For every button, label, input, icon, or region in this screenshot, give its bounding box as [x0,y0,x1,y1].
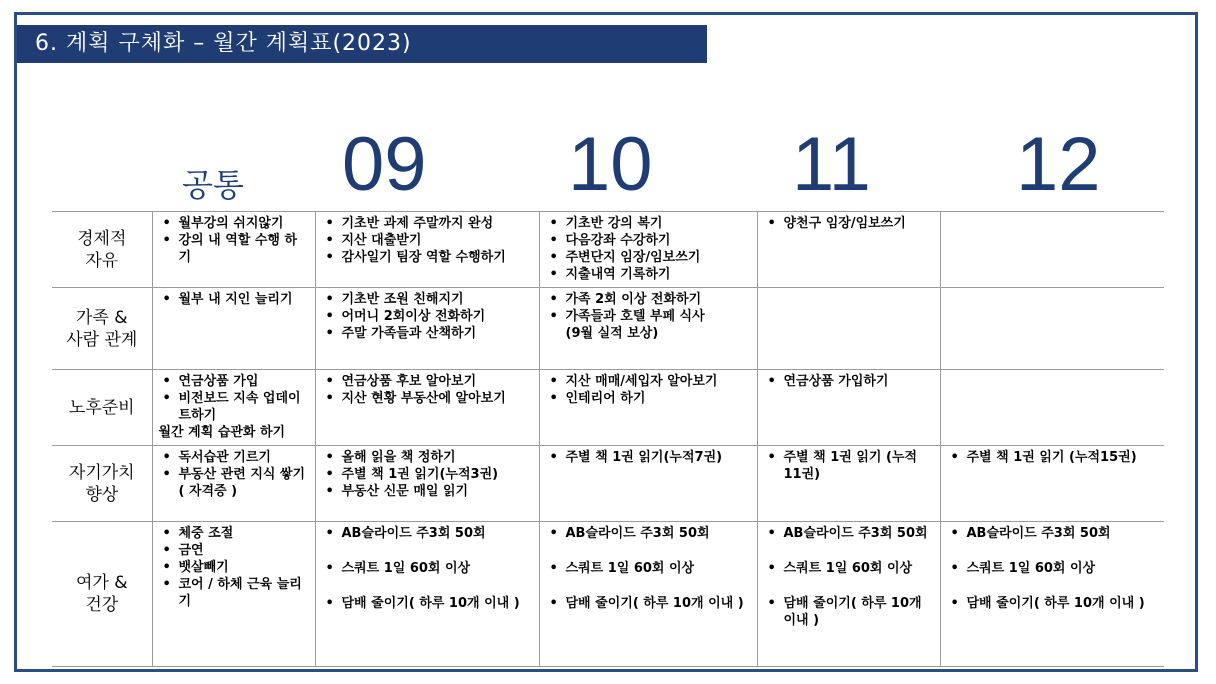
month-11-cell [757,288,940,370]
list-item: • 비전보드 지속 업데이트하기 [159,390,309,424]
table-row [52,446,1164,522]
list-item: • 스쿼트 1일 60회 이상 [764,560,934,577]
list-item: • 연금상품 가입 [159,373,309,390]
list-item: • 가족 2회 이상 전화하기 [546,291,751,308]
list-item: • 담배 줄이기( 하루 10개 이내 ) [947,595,1159,612]
list-item-note: (9월 실적 보상) [565,326,659,341]
month-12-cell [940,212,1164,288]
table-row [52,288,1164,370]
list-item: • 코어 / 하체 근육 늘리기 [159,576,309,610]
list-item: • 주별 책 1권 읽기 (누적11권) [764,449,934,483]
month-10-cell [539,522,757,667]
header-month-11: 11 [792,122,871,207]
monthly-plan-table [52,211,1164,667]
list-item: • 기초반 강의 복기 [546,215,751,232]
category-cell: 자기가치 향상 [52,446,152,522]
list-item: • 지산 현황 부동산에 알아보기 [322,390,533,407]
list-item: • 스쿼트 1일 60회 이상 [546,560,751,577]
table-row [52,370,1164,446]
month-12-cell [940,370,1164,446]
list-item: • 올해 읽을 책 정하기 [322,449,533,466]
list-item: • 주별 책 1권 읽기(누적3권) [322,466,533,483]
list-item: • 담배 줄이기( 하루 10개 이내 ) [322,595,533,612]
list-item: • 지산 매매/세입자 알아보기 [546,373,751,390]
list-item: • AB슬라이드 주3회 50회 [947,525,1159,542]
list-item: • 독서습관 기르기 [159,449,309,466]
month-09-cell [315,212,539,288]
month-12-cell [940,288,1164,370]
list-item: • 지산 대출받기 [322,232,533,249]
list-item: • AB슬라이드 주3회 50회 [764,525,934,542]
month-11-cell [757,446,940,522]
category-cell: 노후준비 [52,370,152,446]
list-item: • 스쿼트 1일 60회 이상 [322,560,533,577]
month-10-cell [539,212,757,288]
list-item: • 연금상품 후보 알아보기 [322,373,533,390]
header-common: 공통 [182,166,244,204]
list-item: • 부동산 신문 매일 읽기 [322,483,533,500]
list-item: • 뱃살빼기 [159,559,309,576]
list-item: • 기초반 과제 주말까지 완성 [322,215,533,232]
list-item: • 연금상품 가입하기 [764,373,934,390]
month-09-cell [315,522,539,667]
header-month-10: 10 [568,122,653,207]
header-month-09: 09 [342,122,427,207]
table-row [52,212,1164,288]
month-10-cell [539,288,757,370]
month-11-cell [757,522,940,667]
common-cell [152,446,315,522]
list-item: • 월부 내 지인 늘리기 [159,291,309,308]
common-cell [152,288,315,370]
list-item: • 기초반 조원 친해지기 [322,291,533,308]
month-11-cell [757,212,940,288]
header-month-12: 12 [1016,122,1101,207]
month-11-cell [757,370,940,446]
month-09-cell [315,370,539,446]
list-item: • 주별 책 1권 읽기 (누적15권) [947,449,1159,466]
list-item: • 주변단지 임장/임보쓰기 [546,249,751,266]
list-item: • 인테리어 하기 [546,390,751,407]
list-item: • 가족들과 호텔 부페 식사 [546,308,751,325]
list-item: • 금연 [159,542,309,559]
common-note: 월간 계획 습관화 하기 [158,425,286,440]
list-item: • 양천구 임장/임보쓰기 [764,215,934,232]
month-09-cell [315,446,539,522]
month-10-cell [539,446,757,522]
list-item: • 월부강의 쉬지않기 [159,215,309,232]
common-cell [152,522,315,667]
common-cell [152,212,315,288]
list-item: • 감사일기 팀장 역할 수행하기 [322,249,533,266]
month-10-cell [539,370,757,446]
table-row [52,522,1164,667]
category-cell: 가족 & 사람 관계 [52,288,152,370]
month-12-cell [940,522,1164,667]
list-item: • 스쿼트 1일 60회 이상 [947,560,1159,577]
list-item: • AB슬라이드 주3회 50회 [322,525,533,542]
category-cell: 여가 & 건강 [52,522,152,667]
list-item: • 담배 줄이기( 하루 10개 이내 ) [546,595,751,612]
month-12-cell [940,446,1164,522]
common-cell [152,370,315,446]
list-item: • 주별 책 1권 읽기(누적7권) [546,449,751,466]
slide-title: 6. 계획 구체화 – 월간 계획표(2023) [17,25,707,63]
list-item: • 강의 내 역할 수행 하기 [159,232,309,266]
list-item: • 주말 가족들과 산책하기 [322,325,533,342]
list-item: • 체중 조절 [159,525,309,542]
category-cell: 경제적 자유 [52,212,152,288]
list-item: • 담배 줄이기( 하루 10개 이내 ) [764,595,934,629]
list-item: • 지출내역 기록하기 [546,266,751,283]
list-item: • 다음강좌 수강하기 [546,232,751,249]
list-item: • AB슬라이드 주3회 50회 [546,525,751,542]
month-09-cell [315,288,539,370]
list-item: • 어머니 2회이상 전화하기 [322,308,533,325]
list-item: • 부동산 관련 지식 쌓기 ( 자격증 ) [159,466,309,500]
